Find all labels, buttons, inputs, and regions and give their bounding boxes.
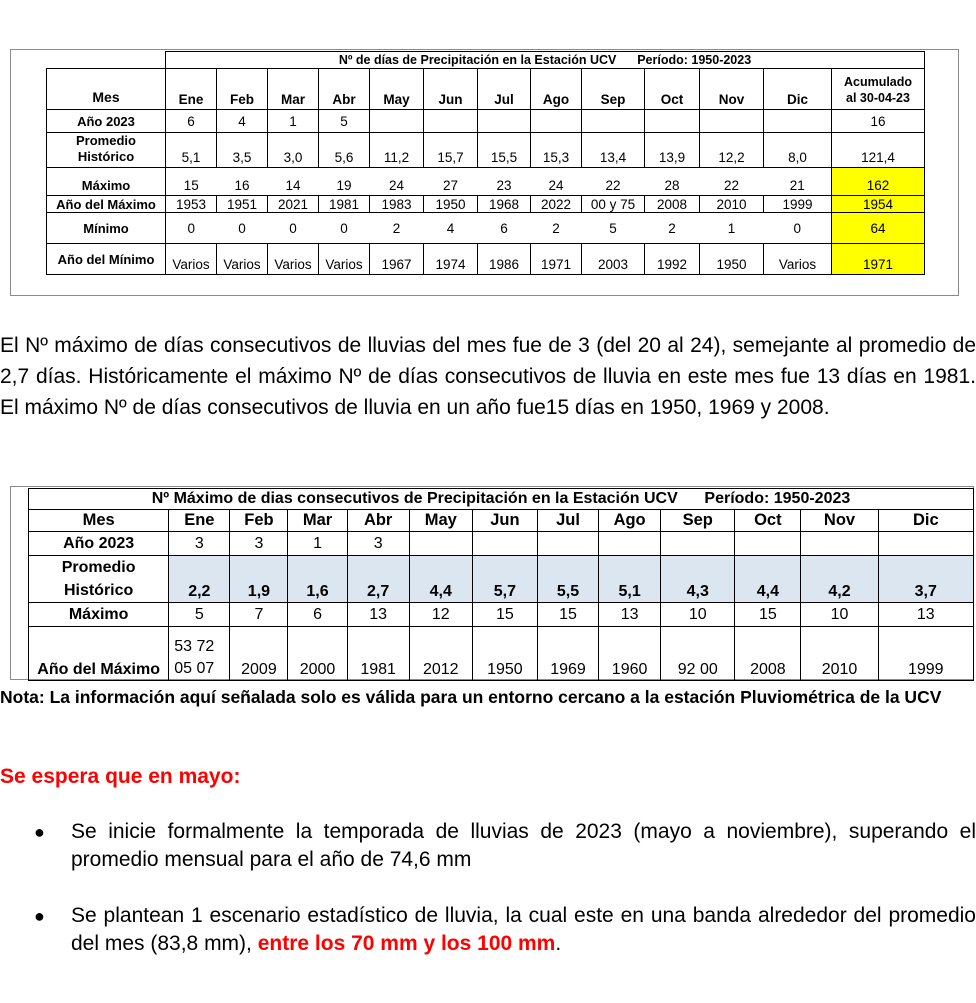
row-label: Promedio Histórico — [29, 556, 169, 603]
cell-value: 1974 — [424, 244, 478, 275]
cell-value: 5 — [582, 213, 645, 244]
month-header: Sep — [582, 69, 645, 110]
cell-value: 1 — [700, 213, 764, 244]
month-header: Ago — [599, 510, 661, 532]
cell-value: 22 — [582, 168, 645, 196]
row-label: Año 2023 — [29, 532, 169, 556]
cell-value: 1951 — [217, 196, 268, 213]
cell-value — [764, 110, 832, 133]
cell-value: 10 — [801, 603, 878, 627]
cell-value: 92 00 — [661, 627, 735, 681]
cell-value: 4 — [424, 213, 478, 244]
cell-value: 1999 — [878, 627, 973, 681]
cell-value: 13 — [878, 603, 973, 627]
cell-value: 13 — [599, 603, 661, 627]
cell-value: 19 — [319, 168, 370, 196]
month-header: Ene — [166, 69, 217, 110]
cell-value: 11,2 — [370, 133, 424, 168]
cell-value: 1950 — [424, 196, 478, 213]
cell-value: 1960 — [599, 627, 661, 681]
consecutive-days-paragraph: El Nº máximo de días consecutivos de lluvias del mes fue de 3 (del 20 al 24), semejante al promedio de 2,7 días. Históricamente el máximo Nº de días consecutivos de lluvia en este mes fue 13 días en 1981. El máximo Nº de días consecutivos de lluvia en un año fue15 días en 1950, 1969 y 2008. — [0, 334, 976, 419]
cell-value: 5 — [169, 603, 230, 627]
table2-row-anio2023 — [29, 532, 974, 556]
cell-value: 1 — [268, 110, 319, 133]
month-header: Nov — [700, 69, 764, 110]
cell-value: 1968 — [478, 196, 531, 213]
cell-value: 1999 — [764, 196, 832, 213]
cell-value — [472, 532, 537, 556]
row-label: Máximo — [47, 168, 166, 196]
cell-value: Varios — [268, 244, 319, 275]
cell-value — [582, 110, 645, 133]
cell-value: 2009 — [230, 627, 288, 681]
cell-value — [661, 532, 735, 556]
cell-value — [537, 532, 598, 556]
month-header: Ene — [169, 510, 230, 532]
cell-value: 12 — [409, 603, 472, 627]
cell-value: 24 — [370, 168, 424, 196]
table2-row-promedio — [29, 556, 974, 603]
cell-value — [878, 532, 973, 556]
cell-value: 6 — [288, 603, 347, 627]
month-header: Jul — [478, 69, 531, 110]
cell-value: 13 — [347, 603, 409, 627]
cell-value: 15 — [472, 603, 537, 627]
table1-title-row — [47, 52, 925, 69]
cell-value: 2010 — [801, 627, 878, 681]
cell-value: 0 — [217, 213, 268, 244]
cell-value: 1983 — [370, 196, 424, 213]
cell-value: 2000 — [288, 627, 347, 681]
month-header: Dic — [878, 510, 973, 532]
cell-value: 24 — [531, 168, 582, 196]
row-label: Máximo — [29, 603, 169, 627]
cell-value: 2,2 — [169, 556, 230, 603]
cell-value: 2008 — [735, 627, 801, 681]
cell-value: 4,2 — [801, 556, 878, 603]
cell-value — [599, 532, 661, 556]
cell-value: 1986 — [478, 244, 531, 275]
acumulado-value: 1971 — [832, 244, 925, 275]
cell-value: 5,7 — [472, 556, 537, 603]
bullet-dot-icon: ● — [34, 822, 45, 842]
table1-row-maximo — [47, 168, 925, 196]
cell-value: 2010 — [700, 196, 764, 213]
row-label: Año del Máximo — [29, 627, 169, 681]
acumulado-value: 162 — [832, 168, 925, 196]
cell-value: 2 — [645, 213, 700, 244]
row-label: Año del Mínimo — [47, 244, 166, 275]
cell-value: Varios — [217, 244, 268, 275]
cell-value: 15,5 — [478, 133, 531, 168]
mes-header: Mes — [29, 510, 169, 532]
cell-value — [645, 110, 700, 133]
cell-value: 1981 — [319, 196, 370, 213]
table2-title-row — [29, 489, 974, 510]
cell-value — [700, 110, 764, 133]
cell-value: 28 — [645, 168, 700, 196]
cell-value — [801, 532, 878, 556]
cell-value: 3,5 — [217, 133, 268, 168]
month-header: Abr — [319, 69, 370, 110]
row-label: Año 2023 — [47, 110, 166, 133]
row-label: Mínimo — [47, 213, 166, 244]
month-header: Feb — [230, 510, 288, 532]
table1-row-anio2023 — [47, 110, 925, 133]
bullet-1-text: Se inicie formalmente la temporada de lluvias de 2023 (mayo a noviembre), superando el promedio mensual para el año de 74,6 mm — [71, 820, 976, 871]
cell-value: 1992 — [645, 244, 700, 275]
cell-value — [370, 110, 424, 133]
cell-value: 3 — [230, 532, 288, 556]
table2-row-anio-max — [29, 627, 974, 681]
cell-value: 1950 — [700, 244, 764, 275]
month-header: Jul — [537, 510, 598, 532]
mes-header: Mes — [47, 69, 166, 110]
cell-value: 1971 — [531, 244, 582, 275]
bullet-2-text: Se plantean 1 escenario estadístico de lluvia, la cual este en una banda alrededor del promedio del mes (83,8 mm), entre los 70 mm y los 100 mm. — [71, 904, 976, 955]
cell-value: 1967 — [370, 244, 424, 275]
cell-value: 15,3 — [531, 133, 582, 168]
cell-value: 2008 — [645, 196, 700, 213]
cell-value: 1,6 — [288, 556, 347, 603]
cell-value: 00 y 75 — [582, 196, 645, 213]
table2-row-maximo — [29, 603, 974, 627]
cell-value: 3,7 — [878, 556, 973, 603]
cell-value: 5,1 — [599, 556, 661, 603]
precipitation-days-table — [46, 51, 925, 275]
row-label: Año del Máximo — [47, 196, 166, 213]
month-header: May — [370, 69, 424, 110]
cell-value: 16 — [217, 168, 268, 196]
cell-value: 13,9 — [645, 133, 700, 168]
table1-header-row — [47, 69, 925, 110]
cell-value: 15,7 — [424, 133, 478, 168]
cell-value: 1981 — [347, 627, 409, 681]
cell-value: 22 — [700, 168, 764, 196]
cell-value: 23 — [478, 168, 531, 196]
table1-title: Nº de días de Precipitación en la Estación UCV Período: 1950-2023 — [166, 52, 925, 69]
cell-value: 2 — [531, 213, 582, 244]
cell-value: 53 72 05 07 — [169, 627, 230, 681]
cell-value: 3,0 — [268, 133, 319, 168]
cell-value: 2021 — [268, 196, 319, 213]
cell-value: 1953 — [166, 196, 217, 213]
cell-value: 2012 — [409, 627, 472, 681]
cell-value — [531, 110, 582, 133]
month-header: Mar — [288, 510, 347, 532]
table1-row-anio-max — [47, 196, 925, 213]
acumulado-value: 1954 — [832, 196, 925, 213]
cell-value: 6 — [478, 213, 531, 244]
cell-value: Varios — [166, 244, 217, 275]
month-header: May — [409, 510, 472, 532]
cell-value: 1969 — [537, 627, 598, 681]
row-label: Promedio Histórico — [47, 133, 166, 168]
cell-value: 1950 — [472, 627, 537, 681]
cell-value: 4,4 — [735, 556, 801, 603]
cell-value: 4,4 — [409, 556, 472, 603]
cell-value: Varios — [764, 244, 832, 275]
month-header: Jun — [424, 69, 478, 110]
cell-value: 5 — [319, 110, 370, 133]
cell-value: 5,5 — [537, 556, 598, 603]
cell-value — [409, 532, 472, 556]
cell-value: 0 — [319, 213, 370, 244]
table2-header-row — [29, 510, 974, 532]
cell-value: 3 — [169, 532, 230, 556]
acumulado-value: 16 — [832, 110, 925, 133]
cell-value — [478, 110, 531, 133]
month-header: Nov — [801, 510, 878, 532]
bullet-dot-icon: ● — [34, 906, 45, 926]
month-header: Jun — [472, 510, 537, 532]
cell-value: 10 — [661, 603, 735, 627]
cell-value: 4 — [217, 110, 268, 133]
cell-value: 15 — [166, 168, 217, 196]
acumulado-value: 64 — [832, 213, 925, 244]
cell-value: 4,3 — [661, 556, 735, 603]
cell-value — [735, 532, 801, 556]
month-header: Oct — [735, 510, 801, 532]
cell-value: Varios — [319, 244, 370, 275]
cell-value: 1 — [288, 532, 347, 556]
cell-value: 27 — [424, 168, 478, 196]
cell-value — [424, 110, 478, 133]
cell-value: 15 — [735, 603, 801, 627]
cell-value: 13,4 — [582, 133, 645, 168]
cell-value: 0 — [166, 213, 217, 244]
cell-value: 8,0 — [764, 133, 832, 168]
month-header: Dic — [764, 69, 832, 110]
cell-value: 2003 — [582, 244, 645, 275]
cell-value: 2022 — [531, 196, 582, 213]
cell-value: 12,2 — [700, 133, 764, 168]
month-header: Feb — [217, 69, 268, 110]
table1-row-anio-min — [47, 244, 925, 275]
month-header: Ago — [531, 69, 582, 110]
table2-title: Nº Máximo de dias consecutivos de Precipitación en la Estación UCV Período: 1950-2023 — [29, 489, 974, 510]
bullet-2-highlight: entre los 70 mm y los 100 mm — [257, 932, 556, 955]
month-header: Abr — [347, 510, 409, 532]
cell-value: 5,6 — [319, 133, 370, 168]
table1-row-minimo — [47, 213, 925, 244]
cell-value: 21 — [764, 168, 832, 196]
cell-value: 15 — [537, 603, 598, 627]
cell-value: 0 — [268, 213, 319, 244]
cell-value: 7 — [230, 603, 288, 627]
cell-value: 2 — [370, 213, 424, 244]
cell-value: 5,1 — [166, 133, 217, 168]
month-header: Sep — [661, 510, 735, 532]
cell-value: 3 — [347, 532, 409, 556]
table1-row-promedio — [47, 133, 925, 168]
month-header: Mar — [268, 69, 319, 110]
cell-value: 1,9 — [230, 556, 288, 603]
cell-value: 6 — [166, 110, 217, 133]
acumulado-header: Acumulado al 30-04-23 — [832, 69, 925, 110]
month-header: Oct — [645, 69, 700, 110]
cell-value: 2,7 — [347, 556, 409, 603]
consecutive-days-table — [28, 488, 974, 681]
nota-text: Nota: La información aquí señalada solo es válida para un entorno cercano a la estación Pluviométrica de la UCV — [0, 687, 942, 707]
cell-value: 0 — [764, 213, 832, 244]
espera-heading: Se espera que en mayo: — [0, 765, 241, 788]
acumulado-value: 121,4 — [832, 133, 925, 168]
cell-value: 14 — [268, 168, 319, 196]
